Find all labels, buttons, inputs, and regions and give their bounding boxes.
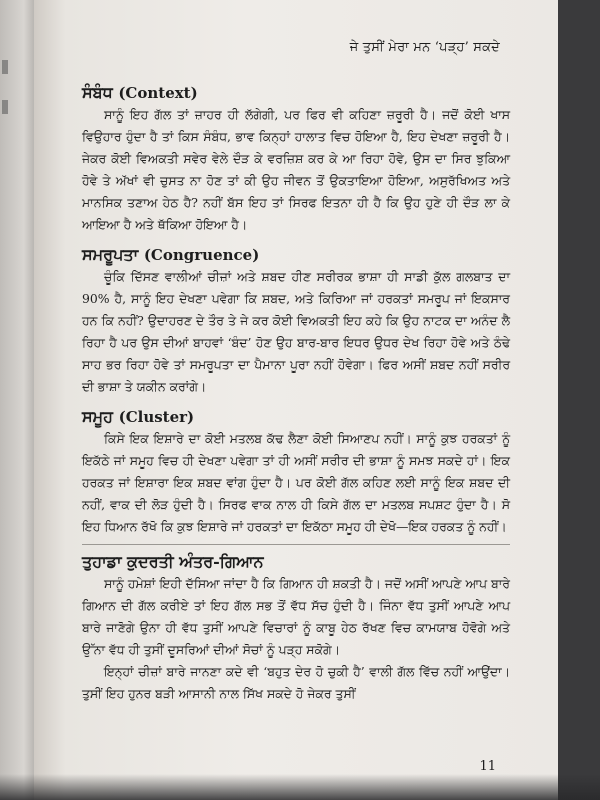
section-context — [82, 82, 510, 236]
section-cluster — [82, 406, 510, 538]
paragraph: ਸਾਨੂੰ ਹਮੇਸ਼ਾਂ ਇਹੀ ਦੱਸਿਆ ਜਾਂਦਾ ਹੈ ਕਿ ਗਿਆਨ ਹੀ ਸ਼ਕਤੀ ਹੈ। ਜਦੋਂ ਅਸੀਂ ਆਪਣੇ ਆਪ ਬਾਰੇ ਗਿਆਨ ਦੀ ਗੱਲ ਕਰੀਏ ਤਾਂ ਇਹ ਗੱਲ ਸਭ ਤੋਂ ਵੱਧ ਸੱਚ ਹੁੰਦੀ ਹੈ। ਜਿੰਨਾ ਵੱਧ ਤੁਸੀਂ ਆਪਣੇ ਆਪ ਬਾਰੇ ਜਾਣੋਗੇ ਉਨਾ ਹੀ ਵੱਧ ਤੁਸੀਂ ਆਪਣੇ ਵਿਚਾਰਾਂ ਨੂੰ ਕਾਬੂ ਹੇਠ ਰੱਖਣ ਵਿਚ ਕਾਮਯਾਬ ਹੋਵੋਗੇ ਅਤੇ ਉੱਨਾ ਵੱਧ ਹੀ ਤੁਸੀਂ ਦੂਸਰਿਆਂ ਦੀਆਂ ਸੋਚਾਂ ਨੂੰ ਪੜ੍ਹ ਸਕੋਗੇ। — [82, 576, 510, 657]
heading-punjabi: ਸਮੂਹ — [82, 407, 114, 426]
heading-english: (Cluster) — [118, 408, 195, 426]
running-head: ਜੇ ਤੁਸੀਂ ਮੇਰਾ ਮਨ ‘ਪੜ੍ਹ’ ਸਕਦੇ — [349, 40, 500, 55]
paragraph: ਇਨ੍ਹਾਂ ਚੀਜ਼ਾਂ ਬਾਰੇ ਜਾਨਣਾ ਕਦੇ ਵੀ ‘ਬਹੁਤ ਦੇਰ ਹੋ ਚੁਕੀ ਹੈ’ ਵਾਲੀ ਗੱਲ ਵਿੱਚ ਨਹੀਂ ਆਉਂਦਾ। ਤੁਸੀਂ ਇਹ ਹੁਨਰ ਬੜੀ ਆਸਾਨੀ ਨਾਲ ਸਿੱਖ ਸਕਦੇ ਹੋ ਜੇਕਰ ਤੁਸੀਂ — [82, 664, 510, 701]
paragraph: ਚੂੰਕਿ ਦਿੱਸਣ ਵਾਲੀਆਂ ਚੀਜ਼ਾਂ ਅਤੇ ਸ਼ਬਦ ਹੀਣ ਸਰੀਰਕ ਭਾਸ਼ਾ ਹੀ ਸਾਡੀ ਕੁੱਲ ਗਲਬਾਤ ਦਾ 90% ਹੈ, ਸਾਨੂੰ ਇਹ ਦੇਖਣਾ ਪਵੇਗਾ ਕਿ ਸ਼ਬਦ, ਅਤੇ ਕਿਰਿਆ ਜਾਂ ਹਰਕਤਾਂ ਸਮਰੂਪ ਜਾਂ ਇਕਸਾਰ ਹਨ ਕਿ ਨਹੀਂ? ਉਦਾਹਰਣ ਦੇ ਤੌਰ ਤੇ ਜੇ ਕਰ ਕੋਈ ਵਿਅਕਤੀ ਇਹ ਕਹੇ ਕਿ ਉਹ ਨਾਟਕ ਦਾ ਅਨੰਦ ਲੈ ਰਿਹਾ ਹੈ ਪਰ ਉਸ ਦੀਆਂ ਬਾਹਵਾਂ ‘ਬੰਦ’ ਹੋਣ ਉਹ ਬਾਰ-ਬਾਰ ਇਧਰ ਉਧਰ ਦੇਖ ਰਿਹਾ ਹੋਵੇ ਅਤੇ ਠੰਢੇ ਸਾਹ ਭਰ ਰਿਹਾ ਹੋਵੇ ਤਾਂ ਸਮਰੂਪਤਾ ਦਾ ਪੈਮਾਨਾ ਪੂਰਾ ਨਹੀਂ ਹੋਵੇਗਾ। ਫਿਰ ਅਸੀਂ ਸ਼ਬਦ ਨਹੀਂ ਸਰੀਰ ਦੀ ਭਾਸ਼ਾ ਤੇ ਯਕੀਨ ਕਰਾਂਗੇ। — [82, 269, 510, 394]
section-heading — [82, 82, 510, 104]
previous-page-edge — [0, 0, 34, 800]
book-page — [34, 0, 558, 800]
heading-punjabi: ਸਮਰੂਪਤਾ — [82, 245, 139, 264]
paragraph: ਕਿਸੇ ਇਕ ਇਸ਼ਾਰੇ ਦਾ ਕੋਈ ਮਤਲਬ ਕੱਢ ਲੈਣਾ ਕੋਈ ਸਿਆਣਪ ਨਹੀਂ। ਸਾਨੂੰ ਕੁਝ ਹਰਕਤਾਂ ਨੂੰ ਇਕੱਠੇ ਜਾਂ ਸਮੂਹ ਵਿਚ ਹੀ ਦੇਖਣਾ ਪਵੇਗਾ ਤਾਂ ਹੀ ਅਸੀਂ ਸਰੀਰ ਦੀ ਭਾਸ਼ਾ ਨੂੰ ਸਮਝ ਸਕਦੇ ਹਾਂ। ਇਕ ਹਰਕਤ ਜਾਂ ਇਸ਼ਾਰਾ ਇਕ ਸ਼ਬਦ ਵਾਂਗ ਹੁੰਦਾ ਹੈ। ਪਰ ਕੋਈ ਗੱਲ ਕਹਿਣ ਲਈ ਸਾਨੂੰ ਇਕ ਸ਼ਬਦ ਦੀ ਨਹੀਂ, ਵਾਕ ਦੀ ਲੋੜ ਹੁੰਦੀ ਹੈ। ਸਿਰਫ ਵਾਕ ਨਾਲ ਹੀ ਕਿਸੇ ਗੱਲ ਦਾ ਮਤਲਬ ਸਪਸ਼ਟ ਹੁੰਦਾ ਹੈ। ਸੋ ਇਹ ਧਿਆਨ ਰੱਖੋ ਕਿ ਕੁਝ ਇਸ਼ਾਰੇ ਜਾਂ ਹਰਕਤਾਂ ਦਾ ਇਕੱਠਾ ਸਮੂਹ ਹੀ ਦੇਖੋ—ਇਕ ਹਰਕਤ ਨੂੰ ਨਹੀਂ। — [82, 431, 510, 534]
section-congruence — [82, 244, 510, 398]
previous-page-text-fragment — [2, 100, 8, 114]
bottom-shadow — [0, 774, 600, 800]
paragraph: ਸਾਨੂੰ ਇਹ ਗੱਲ ਤਾਂ ਜ਼ਾਹਰ ਹੀ ਲੱਗੇਗੀ, ਪਰ ਫਿਰ ਵੀ ਕਹਿਣਾ ਜ਼ਰੂਰੀ ਹੈ। ਜਦੋਂ ਕੋਈ ਖਾਸ ਵਿਉਹਾਰ ਹੁੰਦਾ ਹੈ ਤਾਂ ਕਿਸ ਸੰਬੰਧ, ਭਾਵ ਕਿਨ੍ਹਾਂ ਹਾਲਾਤ ਵਿਚ ਹੋਇਆ ਹੈ, ਇਹ ਦੇਖਣਾ ਜ਼ਰੂਰੀ ਹੈ। ਜੇਕਰ ਕੋਈ ਵਿਅਕਤੀ ਸਵੇਰ ਵੇਲੇ ਦੌੜ ਕੇ ਵਰਜ਼ਿਸ਼ ਕਰ ਕੇ ਆ ਰਿਹਾ ਹੋਵੇ, ਉਸ ਦਾ ਸਿਰ ਝੁਕਿਆ ਹੋਵੇ ਤੇ ਅੱਖਾਂ ਵੀ ਚੁਸਤ ਨਾ ਹੋਣ ਤਾਂ ਕੀ ਉਹ ਜੀਵਨ ਤੋਂ ਉਕਤਾਇਆ ਹੋਇਆ, ਅਸੁਰੱਖਿਅਤ ਅਤੇ ਮਾਨਸਿਕ ਤਣਾਅ ਹੇਠ ਹੈ? ਨਹੀਂ ਬੱਸ ਇਹ ਤਾਂ ਸਿਰਫ ਇਤਨਾ ਹੀ ਹੈ ਕਿ ਉਹ ਹੁਣੇ ਹੀ ਦੌੜ ਲਾ ਕੇ ਆਇਆ ਹੈ ਅਤੇ ਥੱਕਿਆ ਹੋਇਆ ਹੈ। — [82, 107, 510, 232]
heading-punjabi: ਤੁਹਾਡਾ ਕੁਦਰਤੀ ਅੰਤਰ-ਗਿਆਨ — [82, 552, 264, 571]
page-content — [82, 82, 510, 713]
section-heading — [82, 244, 510, 266]
section-intuition — [82, 551, 510, 705]
heading-english: (Congruence) — [143, 246, 260, 264]
section-heading — [82, 551, 510, 573]
heading-english: (Context) — [118, 84, 198, 102]
previous-page-text-fragment — [2, 60, 8, 74]
section-divider — [82, 544, 510, 545]
heading-punjabi: ਸੰਬੰਧ — [82, 83, 113, 102]
page-number: 11 — [479, 759, 496, 774]
section-heading — [82, 406, 510, 428]
